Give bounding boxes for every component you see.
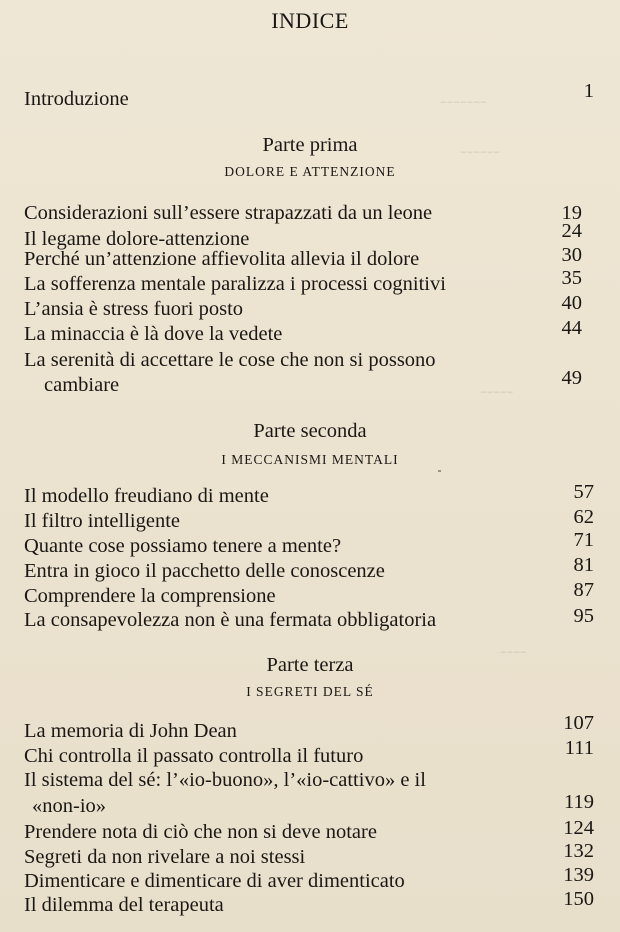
- toc-entry: [24, 888, 594, 918]
- toc-entry: [24, 737, 594, 769]
- toc-entry: [24, 246, 594, 272]
- toc-entry-page: 40: [561, 292, 582, 314]
- toc-entry-label: Il filtro intelligente: [24, 510, 180, 532]
- toc-entry-label: Il modello freudiano di mente: [24, 485, 269, 507]
- toc-entry-page: 139: [563, 864, 594, 886]
- toc-entry-label-continuation: cambiare: [44, 374, 120, 396]
- page-title: INDICE: [271, 8, 349, 33]
- toc-entry: [24, 267, 594, 297]
- bleed-through: ‑‑‑‑‑: [480, 380, 514, 402]
- toc-entry-intro: [24, 80, 594, 112]
- toc-entry-label: La minaccia è là dove la vedete: [24, 323, 283, 345]
- toc-entry: [24, 864, 594, 894]
- bleed-through: ‑‑‑‑‑‑‑: [440, 90, 487, 112]
- toc-entry-label: Considerazioni sull’essere strapazzati da un leone: [24, 202, 433, 224]
- toc-entry-label: Quante cose possiamo tenere a mente?: [24, 535, 342, 557]
- toc-entry: [24, 607, 594, 633]
- toc-entry-continuation: [24, 793, 594, 819]
- part-subtitle: I MECCANISMI MENTALI: [221, 452, 399, 467]
- toc-entry-page: 19: [561, 202, 582, 224]
- toc-entry-page: 150: [563, 888, 594, 910]
- toc-entry-page: 30: [561, 244, 582, 266]
- toc-entry-label: Dimenticare e dimenticare di aver dimenticato: [24, 870, 405, 892]
- toc-entry-label: La consapevolezza non è una fermata obbligatoria: [24, 609, 437, 631]
- toc-entry: [24, 317, 594, 347]
- toc-entry: [24, 483, 594, 509]
- toc-entry: [24, 508, 594, 534]
- toc-entry-page: 57: [573, 481, 594, 503]
- toc-entry-label: Il legame dolore-attenzione: [24, 228, 250, 250]
- toc-entry-label: La sofferenza mentale paralizza i processi cognitivi: [24, 273, 446, 295]
- toc-entry-page: 111: [564, 737, 594, 759]
- toc-entry-page: 35: [561, 267, 582, 289]
- toc-entry-label: Prendere nota di ciò che non si deve notare: [24, 821, 377, 843]
- toc-entry-page: 44: [561, 317, 582, 339]
- toc-entry-page: 124: [563, 817, 594, 839]
- toc-entry: [24, 529, 594, 559]
- toc-entry-page: 107: [563, 712, 594, 734]
- toc-entry-label: Entra in gioco il pacchetto delle conoscenze: [24, 560, 385, 582]
- toc-entry-page: 1: [583, 80, 594, 102]
- toc-entry-page: 87: [573, 579, 594, 601]
- part-heading: Parte seconda: [253, 420, 367, 442]
- toc-entry-label-continuation: «non-io»: [32, 795, 107, 817]
- toc-entry: [24, 554, 594, 584]
- toc-entry-label: Il sistema del sé: l’«io-buono», l’«io-cattivo» e il: [24, 769, 426, 791]
- toc-entry-continuation: [24, 367, 594, 398]
- toc-entry-label: Introduzione: [24, 88, 129, 110]
- toc-entry-label: Perché un’attenzione affievolita allevia il dolore: [24, 248, 420, 270]
- part-subtitle: I SEGRETI DEL SÉ: [246, 684, 374, 699]
- toc-entry: [24, 819, 594, 845]
- toc-entry-page: 49: [561, 367, 582, 389]
- bleed-through: ‑‑‑‑: [500, 640, 527, 662]
- part-heading: Parte terza: [266, 654, 354, 676]
- toc-entry-label: L’ansia è stress fuori posto: [24, 298, 244, 320]
- toc-entry-page: 71: [573, 529, 594, 551]
- toc-entry: [24, 292, 594, 322]
- part-subtitle: DOLORE E ATTENZIONE: [224, 164, 396, 179]
- toc-entry-label: Comprendere la comprensione: [24, 585, 276, 607]
- toc-entry-label: Chi controlla il passato controlla il futuro: [24, 745, 364, 767]
- toc-entry: [24, 347, 594, 373]
- toc-entry-page: 95: [573, 605, 594, 627]
- toc-entry: [24, 712, 594, 744]
- toc-entry-page: 62: [573, 506, 594, 528]
- toc-entry-page: 24: [561, 220, 582, 242]
- toc-entry: [24, 200, 594, 226]
- toc-entry: [24, 579, 594, 609]
- bleed-through: ‑‑‑‑‑‑: [460, 140, 500, 162]
- toc-entry: [24, 840, 594, 870]
- toc-entry: [24, 767, 594, 793]
- toc-entry-page: 81: [573, 554, 594, 576]
- ink-speck: [438, 470, 441, 472]
- toc-entry-label: Il dilemma del terapeuta: [24, 894, 224, 916]
- toc-entry-label: La memoria di John Dean: [24, 720, 237, 742]
- toc-entry-page: 132: [563, 840, 594, 862]
- toc-entry-label: Segreti da non rivelare a noi stessi: [24, 846, 306, 868]
- toc-entry-label: La serenità di accettare le cose che non si possono: [24, 349, 436, 371]
- part-heading: Parte prima: [262, 134, 358, 156]
- toc-entry-page: 119: [564, 791, 594, 813]
